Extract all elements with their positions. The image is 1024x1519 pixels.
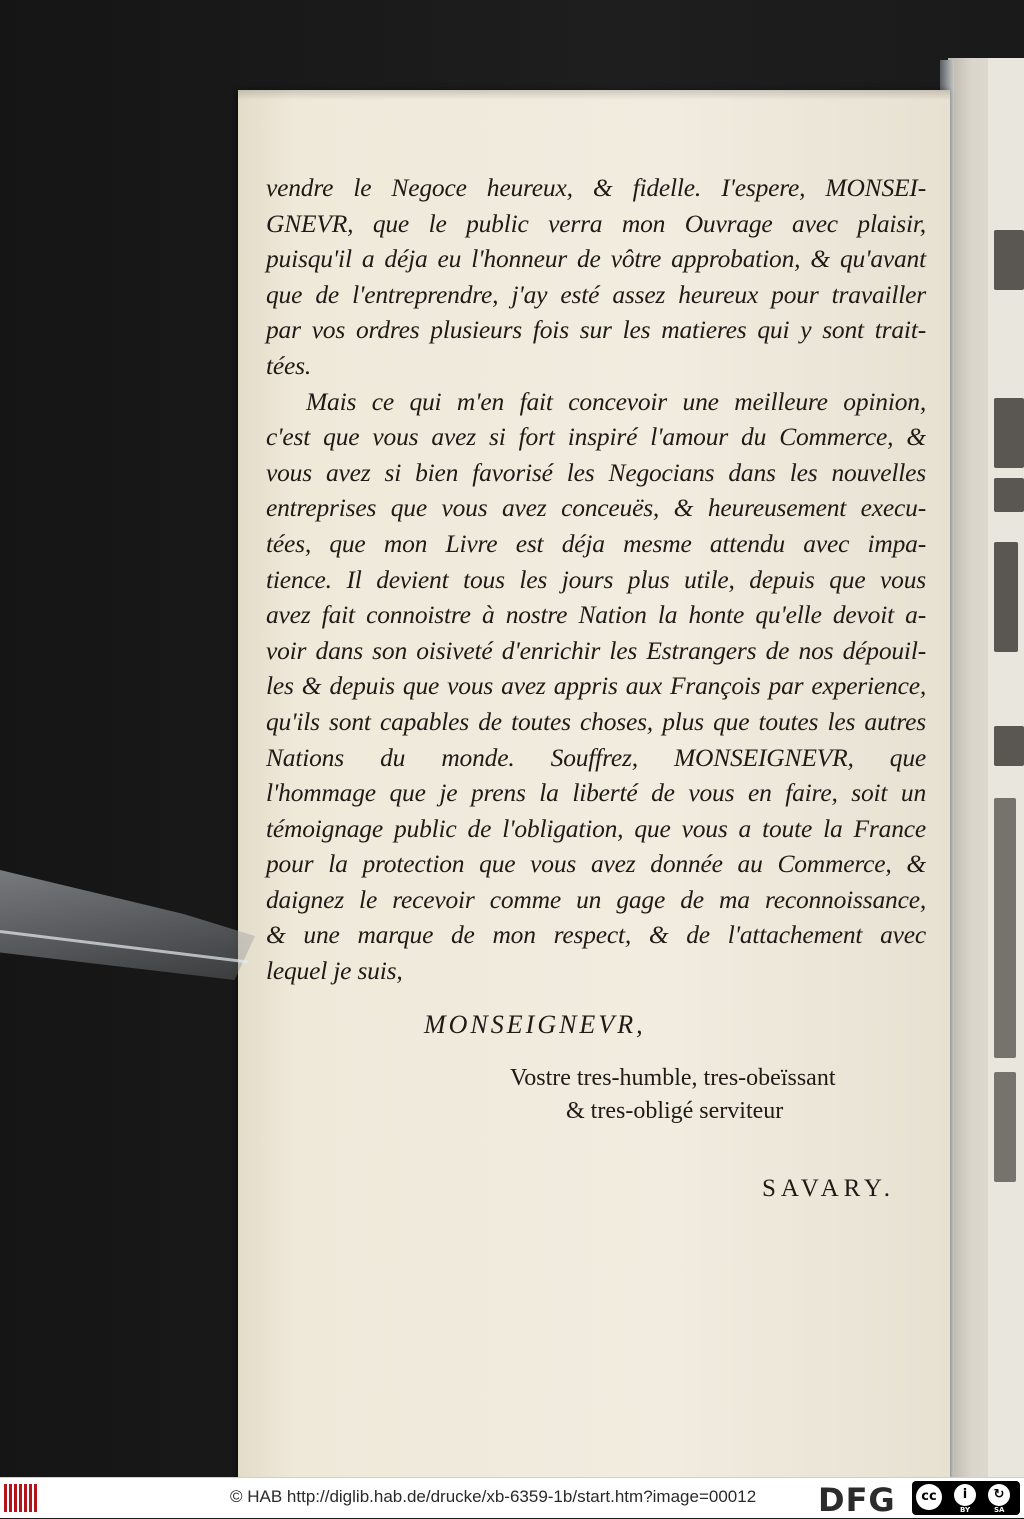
adjacent-text-fragment — [994, 542, 1018, 652]
text-line: tées, que mon Livre est déja mesme attendu avec impa- — [266, 528, 926, 558]
text-line: vendre le Negoce heureux, & fidelle. I'espere, MONSEI- — [266, 173, 926, 202]
adjacent-text-fragment — [994, 798, 1016, 1058]
text-line: daignez le recevoir comme un gage de ma reconnoissance, — [266, 884, 926, 914]
text-line: qu'ils sont capables de toutes choses, plus que toutes les autres — [266, 706, 926, 736]
text-line: entreprises que vous avez conceuës, & heureusement execu- — [266, 493, 926, 523]
creative-commons-badge[interactable] — [912, 1481, 1020, 1515]
text-line: lequel je suis, — [266, 956, 403, 986]
text-line: & une marque de mon respect, & de l'attachement avec — [266, 920, 926, 950]
source-url-link[interactable]: © HAB http://diglib.hab.de/drucke/xb-6359-1b/start.htm?image=00012 — [230, 1487, 757, 1506]
text-line: l'hommage que je prens la liberté de vous en faire, soit un — [266, 778, 926, 808]
text-line: que de l'entreprendre, j'ay esté assez heureux pour travailler — [266, 279, 926, 309]
footer-bar — [0, 1477, 1024, 1518]
text-line: témoignage public de l'obligation, que vous a toute la France — [266, 813, 926, 843]
license-sa-label: SA — [994, 1506, 1005, 1514]
adjacent-page — [948, 58, 1024, 1498]
hab-logo-icon[interactable] — [4, 1484, 38, 1512]
dfg-logo[interactable]: DFG — [818, 1481, 896, 1519]
adjacent-text-fragment — [994, 726, 1024, 766]
salutation: MONSEIGNEVR, — [424, 1010, 646, 1039]
adjacent-text-fragment — [994, 1072, 1016, 1182]
text-line: GNEVR, que le public verra mon Ouvrage avec plaisir, — [266, 208, 926, 238]
adjacent-text-fragment — [994, 230, 1024, 290]
attribution-icon: i — [954, 1484, 976, 1506]
text-line: tience. Il devient tous les jours plus utile, depuis que vous — [266, 564, 926, 594]
signature: SAVARY. — [762, 1175, 895, 1202]
text-line: Mais ce qui m'en fait concevoir une meilleure opinion, — [306, 386, 926, 416]
page-shadow — [238, 90, 950, 100]
text-line: Nations du monde. Souffrez, MONSEIGNEVR, que — [266, 742, 926, 772]
share-alike-icon: ↻ — [988, 1484, 1010, 1506]
adjacent-text-fragment — [994, 478, 1024, 512]
closing-line-1: Vostre tres-humble, tres-obeïssant — [510, 1065, 836, 1091]
text-line: voir dans son oisiveté d'enrichir les Estrangers de nos dépouil- — [266, 635, 926, 665]
body-text — [266, 170, 926, 989]
text-line: c'est que vous avez si fort inspiré l'amour du Commerce, & — [266, 422, 926, 452]
text-line: pour la protection que vous avez donnée au Commerce, & — [266, 849, 926, 879]
closing-line-2: & tres-obligé serviteur — [566, 1098, 784, 1124]
text-line: les & depuis que vous avez appris aux François par experience, — [266, 671, 926, 701]
adjacent-text-fragment — [994, 398, 1024, 468]
text-line: par vos ordres plusieurs fois sur les matieres qui y sont trait- — [266, 315, 926, 345]
text-line: tées. — [266, 350, 312, 380]
text-line: vous avez si bien favorisé les Negocians dans les nouvelles — [266, 457, 926, 487]
cc-icon: cc — [916, 1484, 942, 1510]
license-by-label: BY — [960, 1506, 971, 1514]
text-line: puisqu'il a déja eu l'honneur de vôtre approbation, & qu'avant — [266, 244, 926, 274]
text-line: avez fait connoistre à nostre Nation la honte qu'elle devoit a- — [266, 600, 926, 630]
